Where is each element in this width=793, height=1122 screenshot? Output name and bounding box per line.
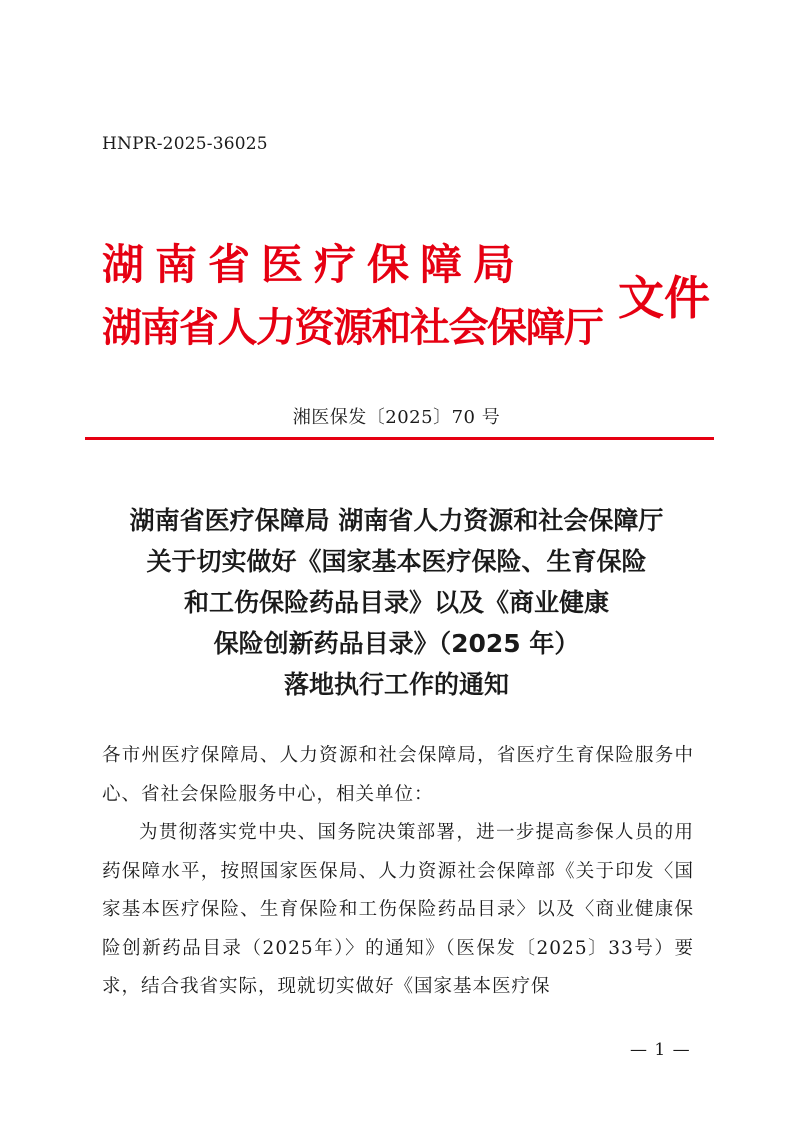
title-line-2: 关于切实做好《国家基本医疗保险、生育保险 [146,547,647,576]
document-code: HNPR-2025-36025 [102,134,268,154]
document-title [70,500,723,705]
issue-number: 湘医保发〔2025〕70 号 [292,407,501,428]
issuer-name-human-resources: 湖南省人力资源和社会保障厅 [102,304,603,351]
document-body [102,737,694,1007]
title-line-3: 和工伤保险药品目录》以及《商业健康 [183,588,609,617]
title-line-4: 保险创新药品目录》（2025 年） [213,629,580,658]
paragraph: 为贯彻落实党中央、国务院决策部署，进一步提高参保人员的用药保障水平，按照国家医保局、人力资源社会保障部《关于印发〈国家基本医疗保险、生育保险和工伤保险药品目录〉以及〈商业健康保险创新药品目录（2025年）〉的通知》（医保发〔2025〕33号）要求，结合我省实际，现就切实做好《国家基本医疗保 [102,822,694,997]
issuer-name-health-security: 湖南省医疗保障局 [102,240,527,289]
red-divider-line [85,437,714,440]
recipients: 各市州医疗保障局、人力资源和社会保障局，省医疗生育保险服务中心、省社会保险服务中心，相关单位： [102,745,694,805]
page-number: — 1 — [630,1040,691,1060]
title-line-1: 湖南省医疗保障局 湖南省人力资源和社会保障厅 [129,506,664,535]
document-suffix: 文件 [618,271,710,325]
title-line-5: 落地执行工作的通知 [283,670,509,699]
